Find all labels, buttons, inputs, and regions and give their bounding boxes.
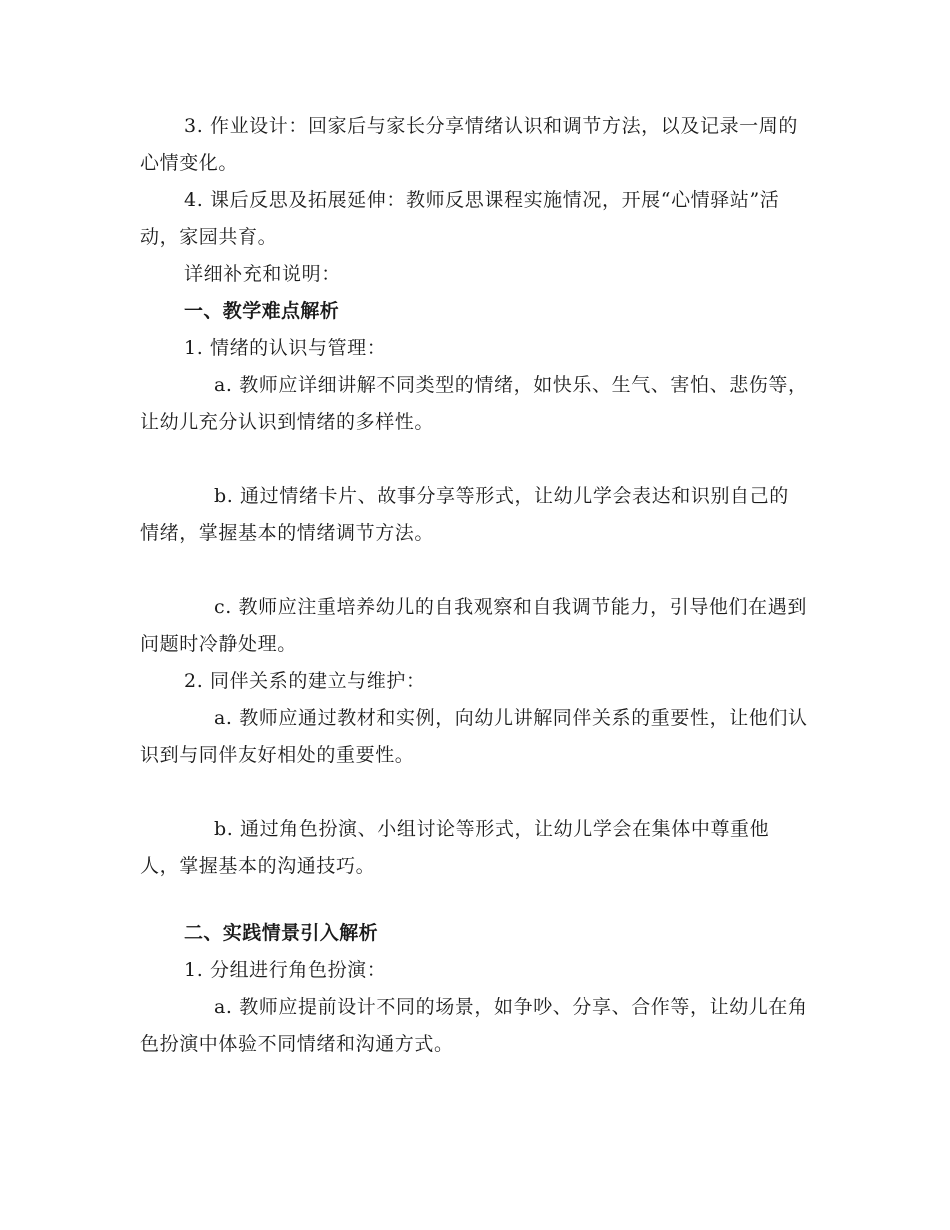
section-heading-practice: 二、实践情景引入解析 bbox=[184, 922, 379, 944]
spacer bbox=[140, 774, 808, 811]
sub-item-role-play-a: a. 教师应提前设计不同的场景，如争吵、分享、合作等，让幼儿在角色扮演中体验不同情绪和沟通方式。 bbox=[140, 996, 808, 1055]
paragraph-reflection-extension: 4. 课后反思及拓展延伸：教师反思课程实施情况，开展“心情驿站”活动，家园共育。 bbox=[140, 189, 780, 248]
list-item-emotion-management: 1. 情绪的认识与管理： bbox=[184, 337, 387, 359]
sub-item-emotion-c: c. 教师应注重培养幼儿的自我观察和自我调节能力，引导他们在遇到问题时冷静处理。 bbox=[140, 596, 807, 655]
sub-item-emotion-b: b. 通过情绪卡片、故事分享等形式，让幼儿学会表达和识别自己的情绪，掌握基本的情绪调节方法。 bbox=[140, 485, 789, 544]
paragraph-homework-design: 3. 作业设计：回家后与家长分享情绪认识和调节方法，以及记录一周的心情变化。 bbox=[140, 115, 798, 174]
spacer bbox=[140, 885, 808, 915]
paragraph-supplement-intro: 详细补充和说明： bbox=[184, 263, 341, 285]
spacer bbox=[140, 441, 808, 478]
list-item-peer-relations: 2. 同伴关系的建立与维护： bbox=[184, 670, 426, 692]
document-body bbox=[140, 108, 808, 1063]
list-item-role-play: 1. 分组进行角色扮演： bbox=[184, 959, 387, 981]
sub-item-peer-b: b. 通过角色扮演、小组讨论等形式，让幼儿学会在集体中尊重他人，掌握基本的沟通技巧。 bbox=[140, 818, 770, 877]
sub-item-peer-a: a. 教师应通过教材和实例，向幼儿讲解同伴关系的重要性，让他们认识到与同伴友好相处的重要性。 bbox=[140, 707, 808, 766]
section-heading-difficulties: 一、教学难点解析 bbox=[184, 300, 340, 322]
spacer bbox=[140, 552, 808, 589]
sub-item-emotion-a: a. 教师应详细讲解不同类型的情绪，如快乐、生气、害怕、悲伤等，让幼儿充分认识到情绪的多样性。 bbox=[140, 374, 808, 433]
